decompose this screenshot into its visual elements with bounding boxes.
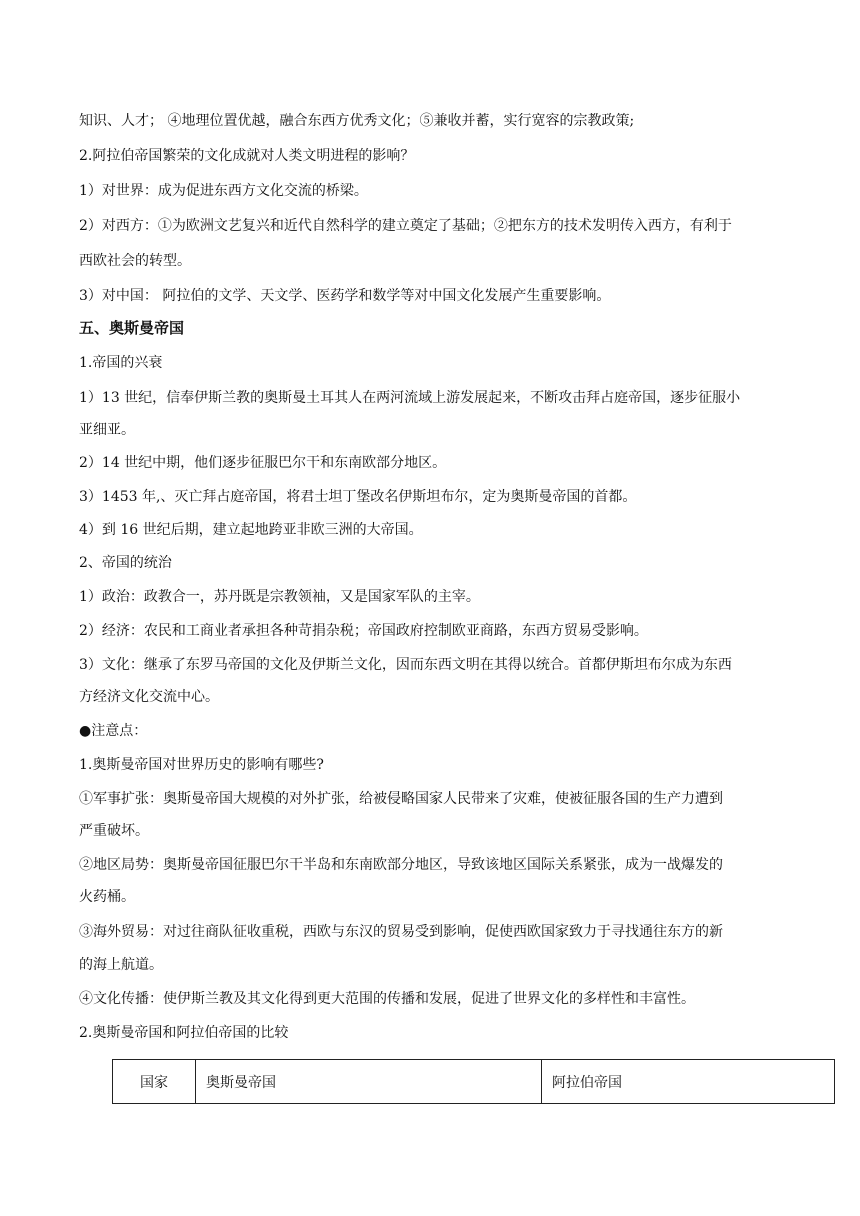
paragraph-line: 严重破坏。: [79, 823, 149, 839]
paragraph-line: 1）对世界：成为促进东西方文化交流的桥梁。: [79, 183, 368, 199]
paragraph-line: 知识、人才； ④地理位置优越，融合东西方优秀文化；⑤兼收并蓄，实行宽容的宗教政策;: [79, 113, 635, 129]
paragraph-line: 方经济文化交流中心。: [79, 689, 219, 705]
paragraph-line: 3）文化：继承了东罗马帝国的文化及伊斯兰文化，因而东西文明在其得以统合。首都伊斯坦布尔成为东西: [79, 657, 732, 673]
paragraph-line: 火药桶。: [79, 889, 135, 905]
paragraph-line: ①军事扩张：奥斯曼帝国大规模的对外扩张，给被侵略国家人民带来了灾难，使被征服各国的生产力遭到: [79, 791, 723, 807]
paragraph-line: 2）经济：农民和工商业者承担各种苛捐杂税；帝国政府控制欧亚商路，东西方贸易受影响。: [79, 623, 648, 639]
paragraph-line: 1）13 世纪，信奉伊斯兰教的奥斯曼土耳其人在两河流域上游发展起来，不断攻击拜占庭帝国，逐步征服小: [79, 390, 741, 406]
paragraph-line: 3）对中国： 阿拉伯的文学、天文学、医药学和数学等对中国文化发展产生重要影响。: [79, 288, 611, 304]
table-header-cell: 奥斯曼帝国: [196, 1060, 542, 1104]
paragraph-line: 2、帝国的统治: [79, 555, 172, 571]
comparison-table: [112, 1059, 835, 1104]
paragraph-line: 1.帝国的兴衰: [79, 355, 163, 371]
paragraph-line: 4）到 16 世纪后期，建立起地跨亚非欧三洲的大帝国。: [79, 522, 423, 538]
paragraph-line: 西欧社会的转型。: [79, 253, 191, 269]
paragraph-line: 1.奥斯曼帝国对世界历史的影响有哪些?: [79, 757, 324, 773]
paragraph-line: ②地区局势：奥斯曼帝国征服巴尔干半岛和东南欧部分地区，导致该地区国际关系紧张，成为一战爆发的: [79, 857, 723, 873]
paragraph-line: ④文化传播：使伊斯兰教及其文化得到更大范围的传播和发展，促进了世界文化的多样性和丰富性。: [79, 991, 695, 1007]
paragraph-line: 3）1453 年,、灭亡拜占庭帝国，将君士坦丁堡改名伊斯坦布尔，定为奥斯曼帝国的首都。: [79, 489, 637, 505]
table-header-cell: 阿拉伯帝国: [542, 1060, 835, 1104]
paragraph-line: 1）政治：政教合一，苏丹既是宗教领袖，又是国家军队的主宰。: [79, 589, 480, 605]
section-heading: 五、奥斯曼帝国: [79, 319, 185, 337]
paragraph-line: ③海外贸易：对过往商队征收重税，西欧与东汉的贸易受到影响，促使西欧国家致力于寻找通往东方的新: [79, 924, 723, 940]
paragraph-line: 2.阿拉伯帝国繁荣的文化成就对人类文明进程的影响？: [79, 148, 415, 164]
table-header-row: [113, 1060, 835, 1104]
table-header-cell: 国家: [113, 1060, 196, 1104]
paragraph-line: 2）对西方：①为欧洲文艺复兴和近代自然科学的建立奠定了基础；②把东方的技术发明传入西方，有利于: [79, 218, 732, 234]
paragraph-line: ●注意点：: [79, 723, 148, 739]
paragraph-line: 亚细亚。: [79, 422, 135, 438]
paragraph-line: 2.奥斯曼帝国和阿拉伯帝国的比较: [79, 1025, 289, 1041]
paragraph-line: 的海上航道。: [79, 957, 163, 973]
paragraph-line: 2）14 世纪中期，他们逐步征服巴尔干和东南欧部分地区。: [79, 455, 447, 471]
